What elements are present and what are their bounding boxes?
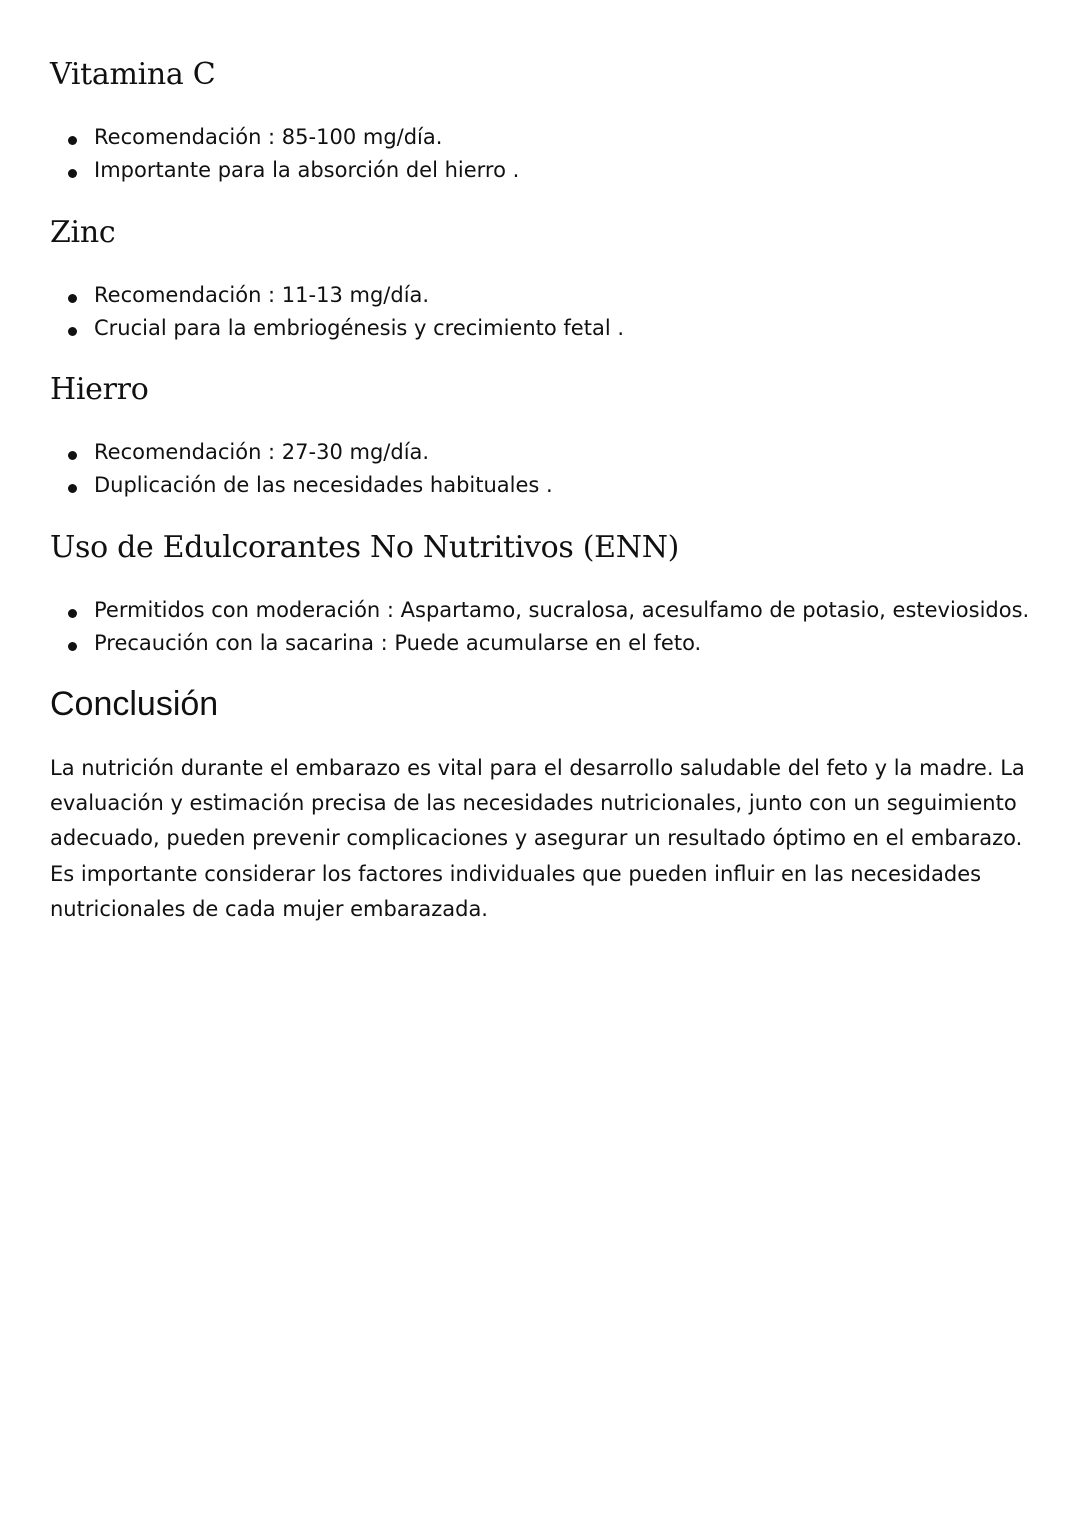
bullet-icon	[68, 136, 77, 145]
bullet-icon	[68, 327, 77, 336]
hierro-list	[50, 436, 1030, 502]
list-item: Precaución con la sacarina : Puede acumularse en el feto.	[50, 627, 1030, 660]
list-item: Recomendación : 85-100 mg/día.	[50, 121, 1030, 154]
section-heading-hierro: Hierro	[50, 372, 149, 407]
zinc-list	[50, 279, 1030, 345]
bullet-icon	[68, 169, 77, 178]
enn-list	[50, 594, 1030, 660]
bullet-icon	[68, 294, 77, 303]
section-heading-vitamina-c: Vitamina C	[50, 57, 216, 92]
bullet-icon	[68, 484, 77, 493]
vitamina-c-list	[50, 121, 1030, 187]
section-heading-zinc: Zinc	[50, 215, 116, 250]
section-heading-enn: Uso de Edulcorantes No Nutritivos (ENN)	[50, 530, 680, 565]
list-item: Permitidos con moderación : Aspartamo, sucralosa, acesulfamo de potasio, esteviosidos.	[50, 594, 1030, 627]
conclusion-heading: Conclusión	[50, 685, 219, 723]
list-item: Importante para la absorción del hierro .	[50, 154, 1030, 187]
bullet-icon	[68, 451, 77, 460]
bullet-icon	[68, 609, 77, 618]
conclusion-paragraph: La nutrición durante el embarazo es vital para el desarrollo saludable del feto y la madre. La evaluación y estimación precisa de las necesidades nutricionales, junto con un seguimiento adecuado, pueden prevenir complicaciones y asegurar un resultado óptimo en el embarazo. Es importante considerar los factores individuales que pueden influir en las necesidades nutricionales de cada mujer embarazada.	[50, 756, 1025, 921]
list-item: Crucial para la embriogénesis y crecimiento fetal .	[50, 312, 1030, 345]
list-item: Duplicación de las necesidades habituales .	[50, 469, 1030, 502]
bullet-icon	[68, 642, 77, 651]
list-item: Recomendación : 27-30 mg/día.	[50, 436, 1030, 469]
list-item: Recomendación : 11-13 mg/día.	[50, 279, 1030, 312]
